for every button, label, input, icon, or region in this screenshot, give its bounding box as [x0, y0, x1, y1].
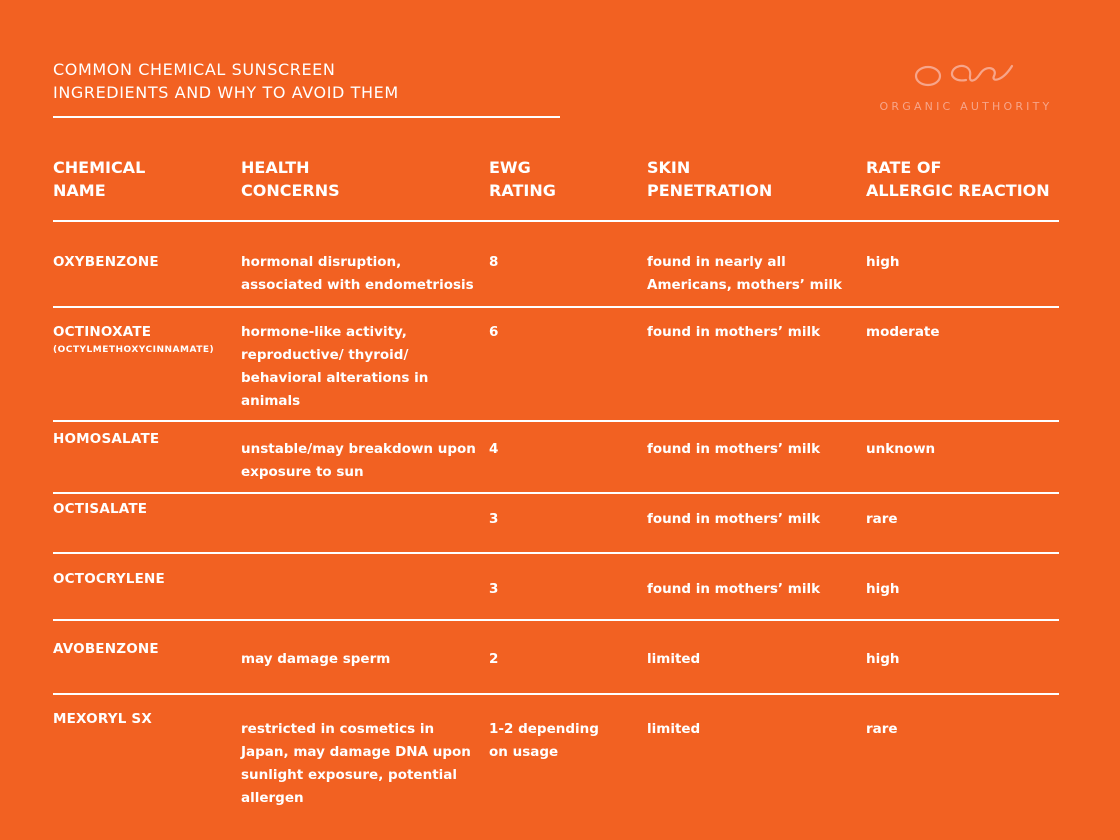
logo — [866, 52, 1066, 122]
skin-penetration: found in nearly all Americans, mothers’ milk — [647, 254, 842, 293]
row-divider — [53, 619, 1059, 621]
ewg-rating: 2 — [489, 651, 499, 667]
chemical-name: OCTISALATE — [53, 501, 148, 517]
chemical-name: OXYBENZONE — [53, 254, 159, 270]
chemical-name: OCTINOXATE (OCTYLMETHOXYCINNAMATE) — [53, 321, 233, 356]
allergic-reaction: high — [866, 651, 900, 667]
ewg-rating: 1-2 depending on usage — [489, 721, 599, 760]
allergic-reaction: moderate — [866, 324, 940, 340]
chemical-name: HOMOSALATE — [53, 431, 160, 447]
chemical-subname: (OCTYLMETHOXYCINNAMATE) — [53, 345, 215, 355]
row-divider — [53, 306, 1059, 308]
ewg-rating: 8 — [489, 254, 499, 270]
row-divider — [53, 420, 1059, 422]
row-divider — [53, 492, 1059, 494]
logo-text: ORGANIC AUTHORITY — [879, 100, 1053, 113]
skin-penetration: limited — [647, 651, 701, 667]
skin-penetration: limited — [647, 721, 701, 737]
allergic-reaction: high — [866, 254, 900, 270]
column-header-health-concerns: HEALTH CONCERNS — [241, 158, 340, 200]
health-concerns: hormonal disruption, associated with endometriosis — [241, 254, 474, 293]
ewg-rating: 4 — [489, 441, 499, 457]
health-concerns: may damage sperm — [241, 651, 391, 667]
allergic-reaction: high — [866, 581, 900, 597]
column-header-skin-penetration: SKIN PENETRATION — [647, 158, 773, 200]
table-header — [53, 156, 1059, 216]
health-concerns: hormone-like activity, reproductive/ thyroid/ behavioral alterations in animals — [241, 324, 429, 409]
chemical-name: AVOBENZONE — [53, 641, 159, 657]
ewg-rating: 3 — [489, 511, 499, 527]
skin-penetration: found in mothers’ milk — [647, 324, 821, 340]
health-concerns: restricted in cosmetics in Japan, may damage DNA upon sunlight exposure, potential allergen — [241, 721, 471, 806]
skin-penetration: found in mothers’ milk — [647, 441, 821, 457]
column-header-allergic-reaction: RATE OF ALLERGIC REACTION — [866, 158, 1050, 200]
chemical-name: OCTOCRYLENE — [53, 571, 165, 587]
row-divider — [53, 693, 1059, 695]
column-header-ewg-rating: EWG RATING — [489, 158, 556, 200]
allergic-reaction: rare — [866, 721, 898, 737]
header-divider — [53, 220, 1059, 222]
ewg-rating: 6 — [489, 324, 499, 340]
health-concerns: unstable/may breakdown upon exposure to sun — [241, 441, 476, 480]
title-divider — [53, 116, 560, 118]
page-title: COMMON CHEMICAL SUNSCREEN INGREDIENTS AND WHY TO AVOID THEM — [53, 60, 399, 102]
allergic-reaction: unknown — [866, 441, 936, 457]
ewg-rating: 3 — [489, 581, 499, 597]
row-divider — [53, 552, 1059, 554]
skin-penetration: found in mothers’ milk — [647, 511, 821, 527]
chemical-name: MEXORYL SX — [53, 711, 152, 727]
oa-monogram-icon — [906, 52, 1026, 94]
column-header-chemical-name: CHEMICAL NAME — [53, 158, 146, 200]
allergic-reaction: rare — [866, 511, 898, 527]
skin-penetration: found in mothers’ milk — [647, 581, 821, 597]
